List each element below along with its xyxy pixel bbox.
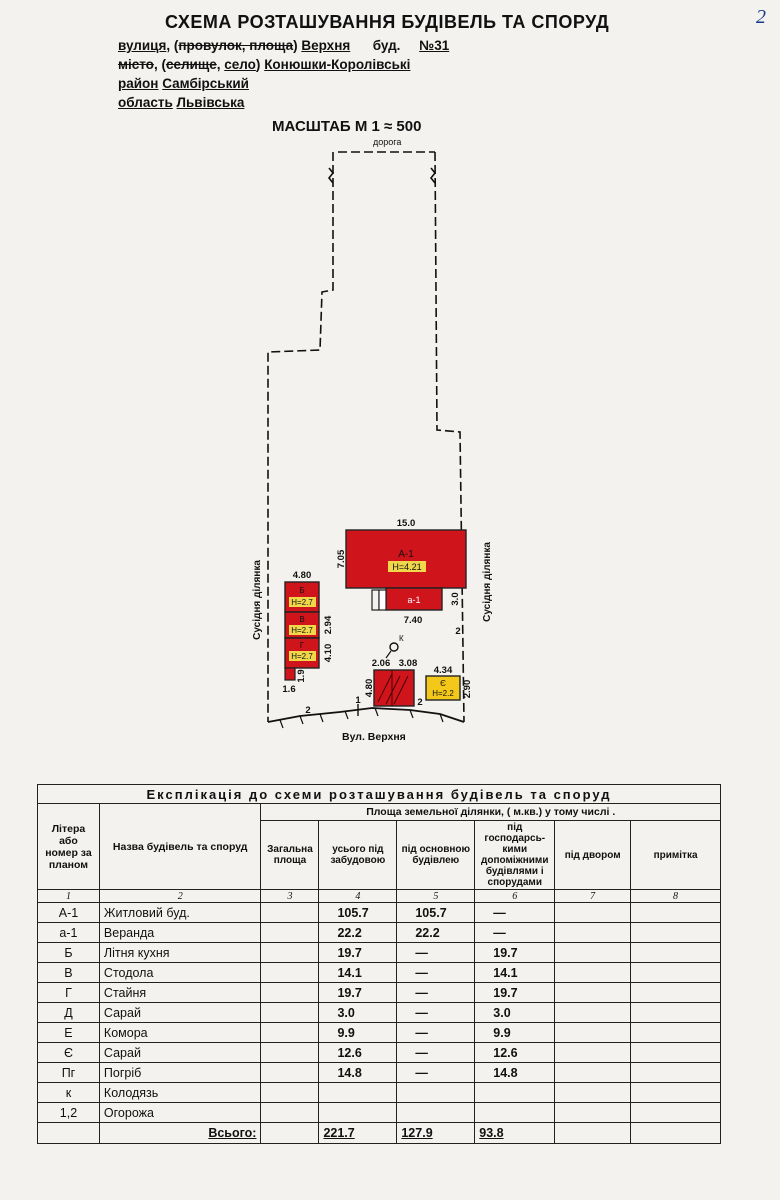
header-yard: під двором [555,821,631,890]
dim-15: 15.0 [396,518,416,529]
row-total [261,1083,319,1103]
row-name: Стодола [99,963,261,983]
row-main [397,1083,475,1103]
table-row [38,923,721,943]
neighbor-left-label: Сусідня ділянка [252,560,263,640]
dim-290: 2.90 [462,679,473,699]
row-built [319,1083,397,1103]
index-cell: 5 [397,890,475,903]
row-total [261,1043,319,1063]
building-ye-label: Є [440,679,446,688]
building-b-label: Б [299,586,305,595]
building-d [285,668,295,680]
index-cell: 7 [555,890,631,903]
table-row [38,1023,721,1043]
row-yard [555,923,631,943]
row-main: — [397,983,475,1003]
header-main: під основною будівлею [397,821,475,890]
building-b-height: Н=2.7 [291,598,313,607]
row-code: Е [38,1023,100,1043]
index-cell: 1 [38,890,100,903]
table-caption: Експлікація до схеми розташування будівель та споруд [38,785,721,804]
header-name: Назва будівель та споруд [99,804,261,890]
row-total [261,1103,319,1123]
fence-2a: 2 [305,705,311,716]
building-a1-height: Н=4.21 [392,562,422,572]
street-alt-close: ) [293,38,298,53]
row-total [261,1063,319,1083]
road-label: дорога [373,137,402,147]
porch-step [372,590,379,610]
well-symbol [390,643,398,651]
row-aux [475,1103,555,1123]
row-aux: 14.1 [475,963,555,983]
row-name: Сарай [99,1003,261,1023]
building-value: №31 [419,38,450,53]
row-main: — [397,1063,475,1083]
neighbor-right-label: Сусідня ділянка [482,542,493,622]
table-row [38,1003,721,1023]
dim-308: 3.08 [398,658,418,669]
dim-434: 4.34 [433,665,453,676]
header-code: Літера або номер за планом [38,804,100,890]
row-name: Стайня [99,983,261,1003]
city-sep: , ( [153,57,166,72]
index-cell: 4 [319,890,397,903]
row-aux: 3.0 [475,1003,555,1023]
village-label: село [224,57,256,72]
row-yard [555,1083,631,1103]
row-total [261,963,319,983]
table-subheader: Площа земельної ділянки, ( м.кв.) у тому числі . [261,804,721,821]
row-code: к [38,1083,100,1103]
row-total [261,903,319,923]
header-built: усього під забудовою [319,821,397,890]
building-ye-height: Н=2.2 [432,689,454,698]
total-empty [261,1123,319,1144]
dim-410: 4.10 [323,643,334,663]
row-note [631,943,721,963]
building-g-label: Г [299,641,305,650]
row-aux: 19.7 [475,943,555,963]
settlement-label: селище [165,57,217,72]
row-yard [555,1103,631,1123]
row-main: — [397,1043,475,1063]
row-built: 105.7 [319,903,397,923]
row-built: 9.9 [319,1023,397,1043]
row-code: Пг [38,1063,100,1083]
row-name: Колодязь [99,1083,261,1103]
address-street-line: вулиця, (провулок, площа) Верхня буд. №31 [118,38,450,53]
fence-2b: 2 [417,697,423,708]
city-value: Конюшки-Королівські [264,57,411,72]
city-close: ) [255,57,261,72]
row-yard [555,1063,631,1083]
table-row [38,1083,721,1103]
row-aux: 14.8 [475,1063,555,1083]
well-label: К [399,634,404,643]
street-label: вулиця [118,38,167,53]
row-main: — [397,1023,475,1043]
total-empty [555,1123,631,1144]
dim-705: 7.05 [336,549,347,569]
row-built: 19.7 [319,983,397,1003]
building-g-height: Н=2.7 [291,652,313,661]
dim-740: 7.40 [403,615,423,626]
row-yard [555,903,631,923]
row-aux: — [475,923,555,943]
row-built [319,1103,397,1123]
header-note: примітка [631,821,721,890]
building-a1-label: А-1 [398,549,414,560]
table-row [38,903,721,923]
district-value: Самбірський [162,76,249,91]
dim-480a: 4.80 [292,570,312,581]
total-main: 127.9 [397,1123,475,1144]
row-main [397,1103,475,1123]
table-row [38,1063,721,1083]
total-label: Всього: [99,1123,261,1144]
row-note [631,963,721,983]
dim-19: 1.9 [296,669,307,683]
row-code: а-1 [38,923,100,943]
fence-2c: 2 [455,626,461,637]
row-code: Г [38,983,100,1003]
index-cell: 2 [99,890,261,903]
dim-480b: 4.80 [364,678,375,698]
village-sep: , [216,57,225,72]
street-name-label: Вул. Верхня [342,731,406,743]
building-v-height: Н=2.7 [291,626,313,635]
dim-30: 3.0 [450,592,461,606]
row-code: Б [38,943,100,963]
row-note [631,1003,721,1023]
row-code: 1,2 [38,1103,100,1123]
street-fence [268,708,464,722]
row-aux [475,1083,555,1103]
street-alt-label: провулок, площа [178,38,294,53]
row-note [631,1043,721,1063]
building-v-label: В [299,615,305,624]
explication-table [37,784,721,1144]
row-aux: 19.7 [475,983,555,1003]
scale-label: МАСШТАБ М 1 ≈ 500 [272,118,422,135]
table-row [38,963,721,983]
row-built: 14.8 [319,1063,397,1083]
row-name: Огорожа [99,1103,261,1123]
row-note [631,1103,721,1123]
district-label: район [118,76,159,91]
row-yard [555,1003,631,1023]
street-value: Верхня [301,38,351,53]
row-built: 22.2 [319,923,397,943]
document-title: СХЕМА РОЗТАШУВАННЯ БУДІВЕЛЬ ТА СПОРУД [165,12,610,32]
row-total [261,1023,319,1043]
row-yard [555,943,631,963]
table-row [38,1043,721,1063]
building-veranda-label: а-1 [407,595,421,605]
building-label: буд. [372,38,401,53]
street-alt-open: ( [173,38,179,53]
row-note [631,923,721,943]
row-code: Є [38,1043,100,1063]
total-empty [38,1123,100,1144]
table-row [38,983,721,1003]
index-cell: 6 [475,890,555,903]
row-built: 12.6 [319,1043,397,1063]
index-cell: 8 [631,890,721,903]
table-row [38,1103,721,1123]
row-aux: 9.9 [475,1023,555,1043]
row-main: 105.7 [397,903,475,923]
row-code: Д [38,1003,100,1023]
porch-step-2 [379,590,386,610]
dim-16: 1.6 [282,684,296,695]
row-name: Комора [99,1023,261,1043]
row-aux: — [475,903,555,923]
dim-206: 2.06 [371,658,391,669]
row-name: Погріб [99,1063,261,1083]
row-built: 14.1 [319,963,397,983]
break-marks [329,168,435,183]
total-empty [631,1123,721,1144]
row-yard [555,963,631,983]
total-aux: 93.8 [475,1123,555,1144]
row-main: — [397,1003,475,1023]
page-number: 2 [756,6,766,28]
row-total [261,943,319,963]
region-value: Львівська [176,95,245,110]
row-main: 22.2 [397,923,475,943]
row-aux: 12.6 [475,1043,555,1063]
row-total [261,1003,319,1023]
row-note [631,903,721,923]
row-yard [555,983,631,1003]
header-aux: під господарсь-кими допоміжними будівлями і спорудами [475,821,555,890]
row-built: 19.7 [319,943,397,963]
row-main: — [397,943,475,963]
row-note [631,1023,721,1043]
row-total [261,983,319,1003]
row-code: А-1 [38,903,100,923]
row-built: 3.0 [319,1003,397,1023]
well-stem [386,651,391,658]
row-total [261,923,319,943]
table-row [38,943,721,963]
row-name: Літня кухня [99,943,261,963]
row-note [631,983,721,1003]
fence-1: 1 [355,695,361,706]
row-name: Веранда [99,923,261,943]
header-total: Загальна площа [261,821,319,890]
row-name: Житловий буд. [99,903,261,923]
row-note [631,1063,721,1083]
row-name: Сарай [99,1043,261,1063]
row-main: — [397,963,475,983]
index-cell: 3 [261,890,319,903]
row-yard [555,1023,631,1043]
dim-294: 2.94 [323,615,334,635]
total-built: 221.7 [319,1123,397,1144]
row-yard [555,1043,631,1063]
region-label: область [118,95,173,110]
city-label: місто [118,57,154,72]
row-note [631,1083,721,1103]
row-code: В [38,963,100,983]
